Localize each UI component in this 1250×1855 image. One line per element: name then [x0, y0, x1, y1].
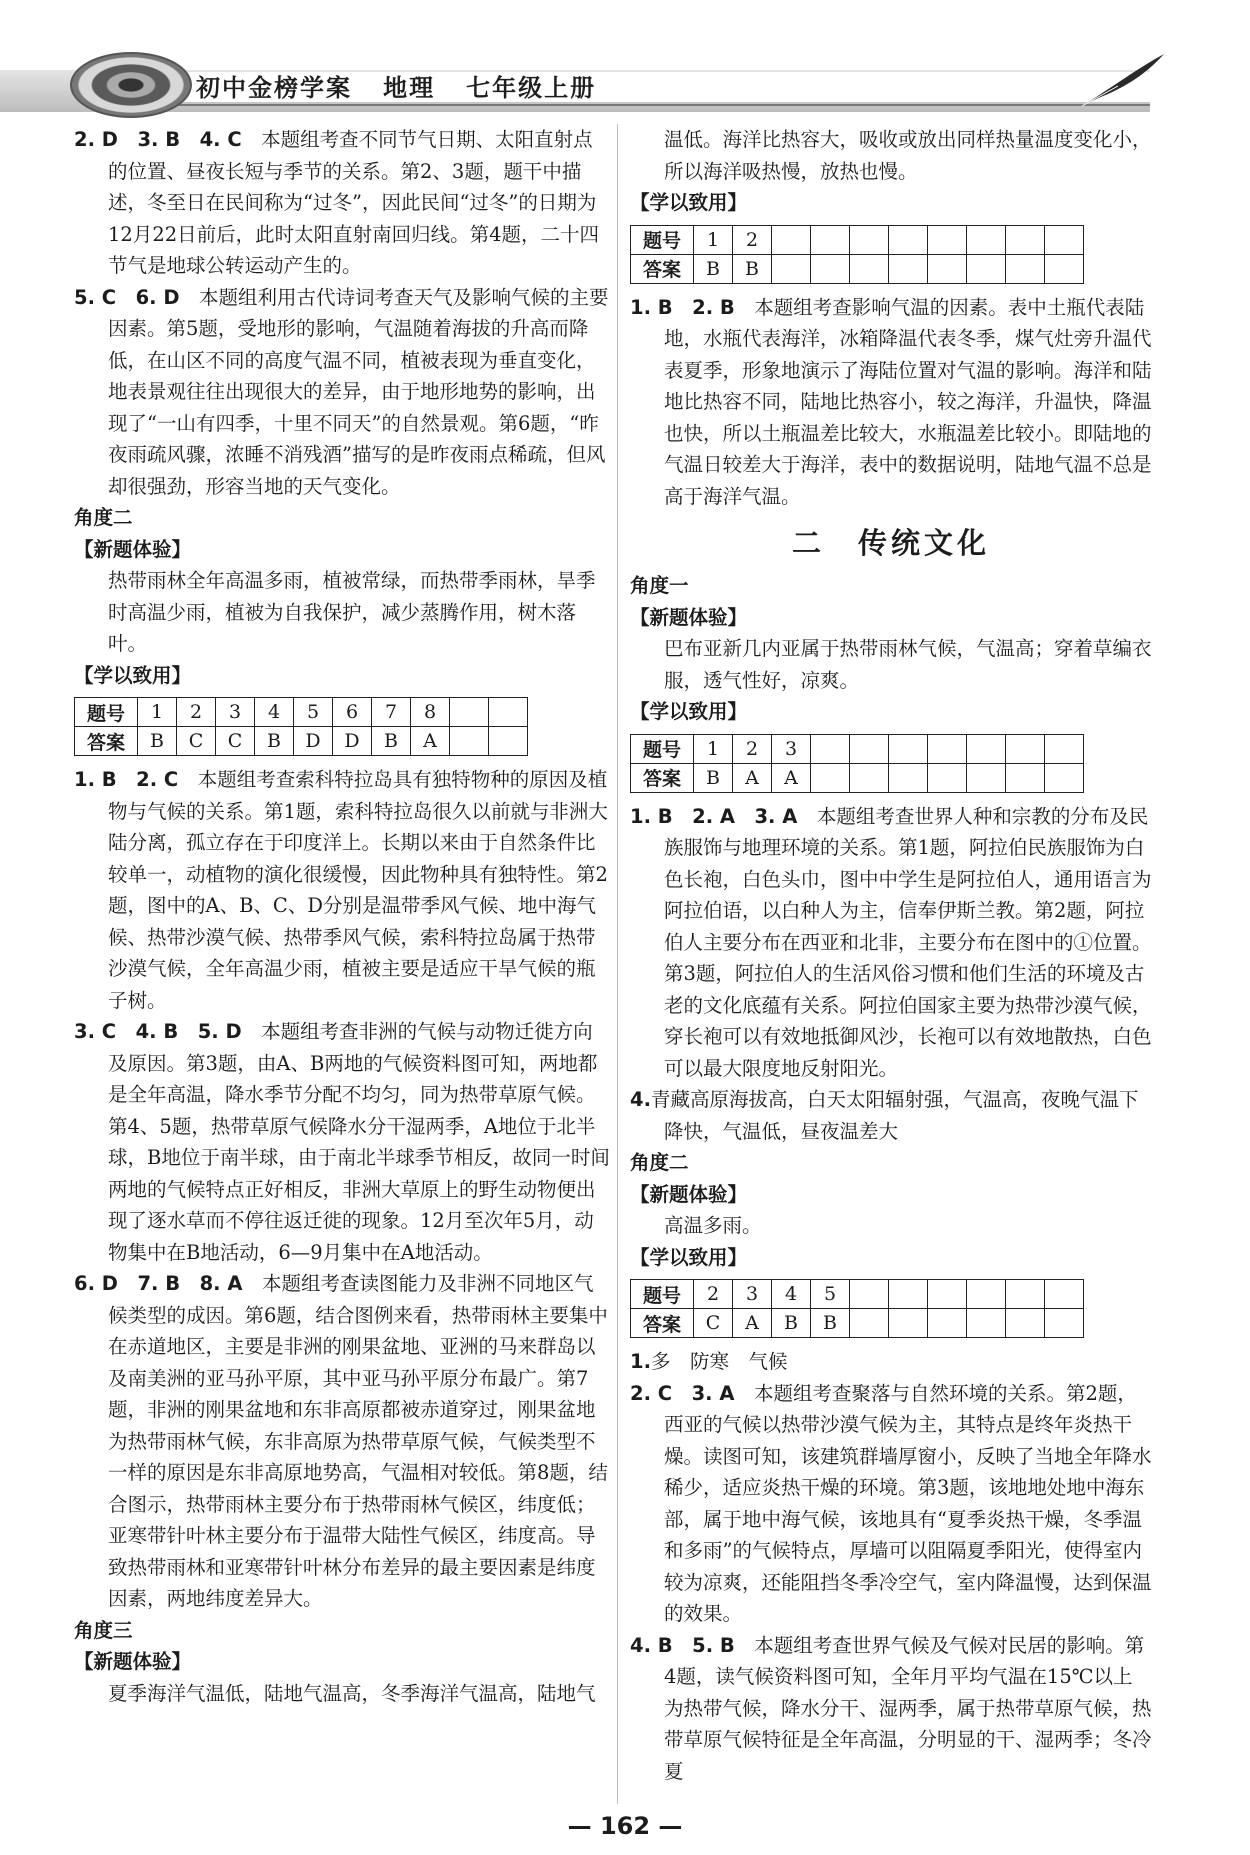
jinbang-logo — [70, 52, 192, 118]
table-cell — [450, 698, 489, 727]
answer-block: 4.青藏高原海拔高，白天太阳辐射强，气温高，夜晚气温下降快，气温低，昼夜温差大 — [630, 1088, 1139, 1143]
column-divider — [617, 124, 618, 1804]
table-cell — [889, 254, 928, 283]
answer-table — [630, 225, 1084, 284]
table-cell — [889, 225, 928, 254]
table-cell: B — [772, 1309, 811, 1338]
table-cell — [1006, 225, 1045, 254]
xueyi-label: 【学以致用】 — [630, 1245, 748, 1269]
table-cell: B — [811, 1309, 850, 1338]
table-cell — [811, 734, 850, 763]
table-cell: 2 — [733, 734, 772, 763]
page-header — [0, 0, 1250, 120]
table-cell: 2 — [177, 698, 216, 727]
answer-table — [630, 734, 1084, 793]
chapter-title: 二 传统文化 — [791, 526, 990, 560]
answer-block: 1. B 2. C 本题组考查索科特拉岛具有独特物种的原因及植物与气候的关系。第1题，索科特拉岛很久以前就与非洲大陆分离，孤立存在于印度洋上。长期以来由于自然条件比较单一，动植物的演化很缓慢，因此物种具有独特性。第2题，图中的A、B、C、D分别是温带季风气候、地中海气候、热带沙漠气候、热带季风气候，索科特拉岛属于热带沙漠气候，全年高温少雨，植被主要是适应干旱气候的瓶子树。 — [74, 768, 608, 1012]
table-cell — [489, 727, 528, 756]
table-cell — [450, 727, 489, 756]
table-cell — [967, 225, 1006, 254]
table-header-label: 题号 — [75, 698, 138, 727]
angle-heading: 角度一 — [630, 574, 689, 597]
table-cell: D — [333, 727, 372, 756]
angle-heading: 角度二 — [74, 506, 133, 529]
answer-block: 1. B 2. A 3. A 本题组考查世界人种和宗教的分布及民族服饰与地理环境的关系。第1题，阿拉伯民族服饰为白色长袍，白色头巾，图中中学生是阿拉伯人，通用语言为阿拉伯语，以白种人为主，信奉伊斯兰教。第2题，阿拉伯人主要分布在西亚和北非，主要分布在图中的①位置。第3题，阿拉伯人的生活风俗习惯和他们生活的环境及古老的文化底蕴有关系。阿拉伯国家主要为热带沙漠气候，穿长袍可以有效地抵御风沙，长袍可以有效地散热，白色可以最大限度地反射阳光。 — [630, 804, 1152, 1080]
xinti-label: 【新题体验】 — [630, 605, 748, 629]
table-cell: 3 — [216, 698, 255, 727]
table-cell: B — [372, 727, 411, 756]
table-cell — [1006, 1309, 1045, 1338]
table-cell: B — [138, 727, 177, 756]
table-cell: B — [255, 727, 294, 756]
table-cell: A — [411, 727, 450, 756]
table-cell — [489, 698, 528, 727]
xinti-label: 【新题体验】 — [74, 1650, 192, 1673]
table-cell — [772, 254, 811, 283]
table-cell: C — [177, 727, 216, 756]
table-cell: 6 — [333, 698, 372, 727]
table-cell: D — [294, 727, 333, 756]
table-cell — [811, 763, 850, 792]
xinti-label: 【新题体验】 — [74, 537, 192, 561]
table-header-label: 答案 — [631, 763, 694, 792]
answer-block: 1. B 2. B 本题组考查影响气温的因素。表中土瓶代表陆地，水瓶代表海洋，冰箱降温代表冬季，煤气灶旁升温代表夏季，形象地演示了海陆位置对气温的影响。海洋和陆地比热容不同，陆地比热容小，较之海洋，升温快，降温也快，所以土瓶温差比较大，水瓶温差比较小。即陆地的气温日较差大于海洋，表中的数据说明，陆地气温不总是高于海洋气温。 — [630, 295, 1152, 508]
table-cell — [967, 1280, 1006, 1309]
angle-heading: 角度三 — [74, 1618, 133, 1642]
table-cell — [967, 254, 1006, 283]
table-header-label: 题号 — [631, 734, 694, 763]
xinti-text: 巴布亚新几内亚属于热带雨林气候，气温高；穿着草编衣服，透气性好，凉爽。 — [664, 637, 1152, 692]
left-column — [74, 124, 610, 1709]
table-cell — [889, 1280, 928, 1309]
table-cell — [928, 1280, 967, 1309]
table-cell — [1045, 225, 1084, 254]
table-cell: 3 — [733, 1280, 772, 1309]
table-cell — [928, 1309, 967, 1338]
table-cell — [850, 734, 889, 763]
table-cell: 3 — [772, 734, 811, 763]
table-cell: A — [733, 763, 772, 792]
table-cell — [928, 763, 967, 792]
table-cell — [967, 1309, 1006, 1338]
xinti-text: 高温多雨。 — [664, 1214, 762, 1237]
answer-block: 4. B 5. B 本题组考查世界气候及气候对民居的影响。第4题，读气候资料图可知，全年月平均气温在15℃以上为热带气候，降水分干、湿两季，属于热带草原气候，热带草原气候特征是全年高温，分明显的干、湿两季；冬冷夏 — [630, 1633, 1152, 1783]
table-cell: 7 — [372, 698, 411, 727]
table-cell — [850, 763, 889, 792]
table-cell: 4 — [772, 1280, 811, 1309]
table-cell: 5 — [294, 698, 333, 727]
table-cell: 8 — [411, 698, 450, 727]
table-header-label: 题号 — [631, 225, 694, 254]
table-cell — [1006, 254, 1045, 283]
answer-table — [630, 1279, 1084, 1338]
table-cell: A — [733, 1309, 772, 1338]
table-cell — [889, 1309, 928, 1338]
table-cell — [1006, 734, 1045, 763]
xinti-text: 热带雨林全年高温多雨，植被常绿，而热带季雨林，旱季时高温少雨，植被为自我保护，减少蒸腾作用，树木落叶。 — [108, 569, 596, 655]
answer-block: 1.多 防寒 气候 — [630, 1350, 788, 1373]
xinti-label: 【新题体验】 — [630, 1182, 748, 1206]
answer-block: 6. D 7. B 8. A 本题组考查读图能力及非洲不同地区气候类型的成因。第6题，结合图例来看，热带雨林主要集中在赤道地区，主要是非洲的刚果盆地、亚洲的马来群岛以及南美洲的亚马孙平原，其中亚马孙平原分布最广。第7题，非洲的刚果盆地和东非高原都被赤道穿过，刚果盆地为热带雨林气候，东非高原为热带草原气候，气候类型不一样的原因是东非高原地势高，气温相对较低。第8题，结合图示，热带雨林主要分布于热带雨林气候区，纬度低；亚寒带针叶林主要分布于温带大陆性气候区，纬度高。导致热带雨林和亚寒带针叶林分布差异的最主要因素是纬度因素，两地纬度差异大。 — [74, 1272, 608, 1610]
xueyi-label: 【学以致用】 — [74, 663, 192, 687]
table-cell — [1045, 1309, 1084, 1338]
angle-heading: 角度二 — [630, 1151, 689, 1174]
answer-block: 5. C 6. D 本题组利用古代诗词考查天气及影响气候的主要因素。第5题，受地形的影响，气温随着海拔的升高而降低，在山区不同的高度气温不同，植被表现为垂直变化，地表景观往往出现很大的差异，由于地形地势的影响，出现了“一山有四季，十里不同天”的自然景观。第6题，“昨夜雨疏风骤，浓睡不消残酒”描写的是昨夜雨点稀疏，但风却很强劲，形容当地的天气变化。 — [74, 285, 609, 498]
xueyi-label: 【学以致用】 — [630, 700, 748, 723]
table-cell: B — [694, 254, 733, 283]
table-cell — [967, 734, 1006, 763]
table-cell: B — [694, 763, 733, 792]
table-header-label: 答案 — [75, 727, 138, 756]
table-cell — [928, 225, 967, 254]
table-cell — [811, 254, 850, 283]
feather-icon — [1078, 50, 1168, 110]
table-cell: 1 — [694, 734, 733, 763]
table-cell — [928, 734, 967, 763]
header-title: 初中金榜学案 地理 七年级上册 — [196, 74, 597, 102]
table-cell: 2 — [694, 1280, 733, 1309]
table-cell — [1006, 1280, 1045, 1309]
header-rule — [160, 104, 1150, 106]
right-column — [630, 124, 1152, 1787]
table-cell — [850, 1309, 889, 1338]
table-cell — [1045, 254, 1084, 283]
xinti-text: 夏季海洋气温低，陆地气温高，冬季海洋气温高，陆地气 — [108, 1681, 596, 1705]
answer-block: 2. D 3. B 4. C 本题组考查不同节气日期、太阳直射点的位置、昼夜长短与季节的关系。第2、3题，题干中描述，冬至日在民间称为“过冬”，因此民间“过冬”的日期为12月22日前后，此时太阳直射南回归线。第4题，二十四节气是地球公转运动产生的。 — [74, 128, 600, 277]
table-cell — [889, 763, 928, 792]
table-cell — [1045, 1280, 1084, 1309]
table-cell: 2 — [733, 225, 772, 254]
table-cell — [850, 1280, 889, 1309]
table-cell: B — [733, 254, 772, 283]
table-cell — [1045, 734, 1084, 763]
table-cell: A — [772, 763, 811, 792]
table-cell — [850, 225, 889, 254]
continued-text: 温低。海洋比热容大，吸收或放出同样热量温度变化小，所以海洋吸热慢，放热也慢。 — [664, 128, 1152, 183]
table-cell: 4 — [255, 698, 294, 727]
table-cell — [928, 254, 967, 283]
table-header-label: 答案 — [631, 254, 694, 283]
table-cell — [850, 254, 889, 283]
answer-block: 2. C 3. A 本题组考查聚落与自然环境的关系。第2题，西亚的气候以热带沙漠气候为主，其特点是终年炎热干燥。读图可知，该建筑群墙厚窗小，反映了当地全年降水稀少，适应炎热干燥的环境。第3题，该地地处地中海东部，属于地中海气候，该地具有“夏季炎热干燥，冬季温和多雨”的气候特点，厚墙可以阻隔夏季阳光，使得室内较为凉爽，还能阻挡冬季冷空气，室内降温慢，达到保温的效果。 — [630, 1381, 1152, 1625]
table-cell — [1045, 763, 1084, 792]
table-cell: 1 — [694, 225, 733, 254]
table-cell: 5 — [811, 1280, 850, 1309]
answer-block: 3. C 4. B 5. D 本题组考查非洲的气候与动物迁徙方向及原因。第3题，由A、B两地的气候资料图可知，两地都是全年高温，降水季节分配不均匀，同为热带草原气候。第4、5题，热带草原气候降水分干湿两季，A地位于北半球，B地位于南半球，由于南北半球季节相反，故同一时间两地的气候特点正好相反，非洲大草原上的野生动物便出现了逐水草而不停往返迁徙的现象。12月至次年5月，动物集中在B地活动，6—9月集中在A地活动。 — [74, 1020, 610, 1264]
table-cell — [967, 763, 1006, 792]
table-cell — [889, 734, 928, 763]
table-header-label: 答案 — [631, 1309, 694, 1338]
table-cell — [811, 225, 850, 254]
table-cell: C — [216, 727, 255, 756]
page-number: — 162 — — [567, 1812, 683, 1840]
table-cell — [1006, 763, 1045, 792]
xueyi-label: 【学以致用】 — [630, 191, 748, 214]
table-cell: C — [694, 1309, 733, 1338]
table-cell: 1 — [138, 698, 177, 727]
table-cell — [772, 225, 811, 254]
table-header-label: 题号 — [631, 1280, 694, 1309]
answer-table — [74, 697, 528, 756]
